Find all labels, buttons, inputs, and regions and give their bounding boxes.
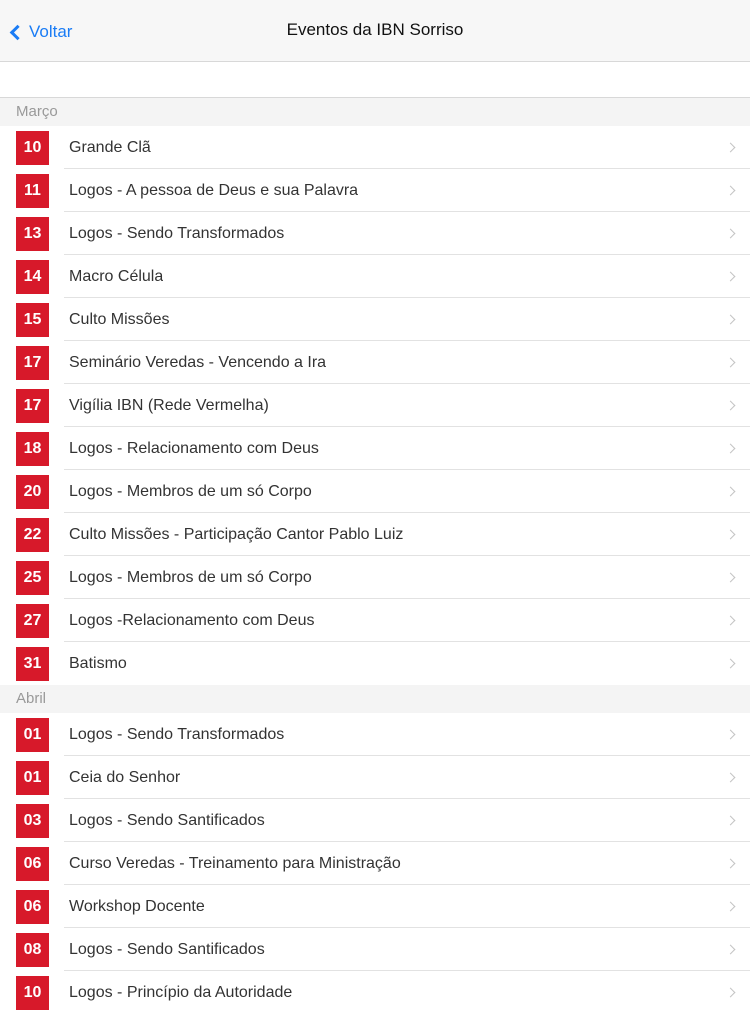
date-badge: 17 — [16, 389, 49, 423]
event-title: Logos - Membros de um só Corpo — [69, 568, 312, 586]
date-badge: 22 — [16, 518, 49, 552]
event-title: Seminário Veredas - Vencendo a Ira — [69, 353, 327, 371]
date-badge: 13 — [16, 217, 49, 251]
chevron-right-icon — [726, 486, 736, 496]
chevron-right-icon — [726, 615, 736, 625]
date-badge: 08 — [16, 933, 49, 967]
event-row[interactable] — [0, 842, 750, 885]
event-title: Logos - Sendo Santificados — [69, 940, 265, 958]
date-badge: 20 — [16, 475, 49, 509]
chevron-right-icon — [726, 443, 736, 453]
event-row[interactable] — [0, 885, 750, 928]
event-title: Grande Clã — [69, 138, 151, 156]
event-title: Ceia do Senhor — [69, 768, 181, 786]
chevron-right-icon — [726, 400, 736, 410]
date-badge: 10 — [16, 131, 49, 165]
page-title: Eventos da IBN Sorriso — [286, 20, 464, 39]
event-title: Culto Missões — [69, 310, 170, 328]
event-title: Logos - Membros de um só Corpo — [69, 482, 312, 500]
date-badge: 14 — [16, 260, 49, 294]
event-row[interactable] — [0, 713, 750, 756]
event-title: Logos - Sendo Transformados — [69, 224, 285, 242]
chevron-right-icon — [726, 271, 736, 281]
date-badge: 18 — [16, 432, 49, 466]
event-row[interactable] — [0, 928, 750, 971]
event-row[interactable] — [0, 169, 750, 212]
event-title: Logos - A pessoa de Deus e sua Palavra — [69, 181, 359, 199]
section-header: Março — [0, 98, 750, 126]
date-badge: 31 — [16, 647, 49, 681]
chevron-right-icon — [726, 357, 736, 367]
event-row[interactable] — [0, 470, 750, 513]
event-title: Logos - Sendo Transformados — [69, 725, 285, 743]
chevron-right-icon — [726, 314, 736, 324]
date-badge: 01 — [16, 761, 49, 795]
event-title: Logos - Princípio da Autoridade — [69, 983, 293, 1001]
event-row[interactable] — [0, 384, 750, 427]
date-badge: 25 — [16, 561, 49, 595]
event-row[interactable] — [0, 212, 750, 255]
date-badge: 03 — [16, 804, 49, 838]
chevron-right-icon — [726, 529, 736, 539]
navigation-bar — [0, 0, 750, 62]
event-row[interactable] — [0, 513, 750, 556]
chevron-right-icon — [726, 142, 736, 152]
event-title: Curso Veredas - Treinamento para Ministração — [69, 854, 401, 872]
chevron-right-icon — [726, 658, 736, 668]
date-badge: 15 — [16, 303, 49, 337]
event-row[interactable] — [0, 255, 750, 298]
chevron-right-icon — [726, 858, 736, 868]
date-badge: 06 — [16, 847, 49, 881]
event-row[interactable] — [0, 599, 750, 642]
event-title: Vigília IBN (Rede Vermelha) — [69, 396, 269, 414]
chevron-right-icon — [726, 944, 736, 954]
event-row[interactable] — [0, 971, 750, 1014]
event-row[interactable] — [0, 799, 750, 842]
event-title: Workshop Docente — [69, 897, 205, 915]
date-badge: 11 — [16, 174, 49, 208]
date-badge: 27 — [16, 604, 49, 638]
chevron-right-icon — [726, 901, 736, 911]
chevron-right-icon — [726, 815, 736, 825]
event-row[interactable] — [0, 427, 750, 470]
chevron-right-icon — [726, 987, 736, 997]
event-row[interactable] — [0, 341, 750, 384]
chevron-right-icon — [726, 729, 736, 739]
chevron-right-icon — [726, 185, 736, 195]
event-title: Culto Missões - Participação Cantor Pablo Luiz — [69, 525, 404, 543]
event-title: Batismo — [69, 654, 127, 672]
date-badge: 01 — [16, 718, 49, 752]
chevron-right-icon — [726, 772, 736, 782]
date-badge: 17 — [16, 346, 49, 380]
event-title: Logos - Sendo Santificados — [69, 811, 265, 829]
event-row[interactable] — [0, 126, 750, 169]
event-title: Logos -Relacionamento com Deus — [69, 611, 315, 629]
back-button-label: Voltar — [29, 22, 73, 41]
search-strip — [0, 62, 750, 98]
event-list — [0, 98, 750, 1014]
event-row[interactable] — [0, 756, 750, 799]
event-title: Macro Célula — [69, 267, 164, 285]
section-header: Abril — [0, 685, 750, 713]
event-row[interactable] — [0, 298, 750, 341]
date-badge: 10 — [16, 976, 49, 1010]
event-row[interactable] — [0, 642, 750, 685]
chevron-right-icon — [726, 572, 736, 582]
event-row[interactable] — [0, 556, 750, 599]
event-title: Logos - Relacionamento com Deus — [69, 439, 319, 457]
chevron-right-icon — [726, 228, 736, 238]
date-badge: 06 — [16, 890, 49, 924]
